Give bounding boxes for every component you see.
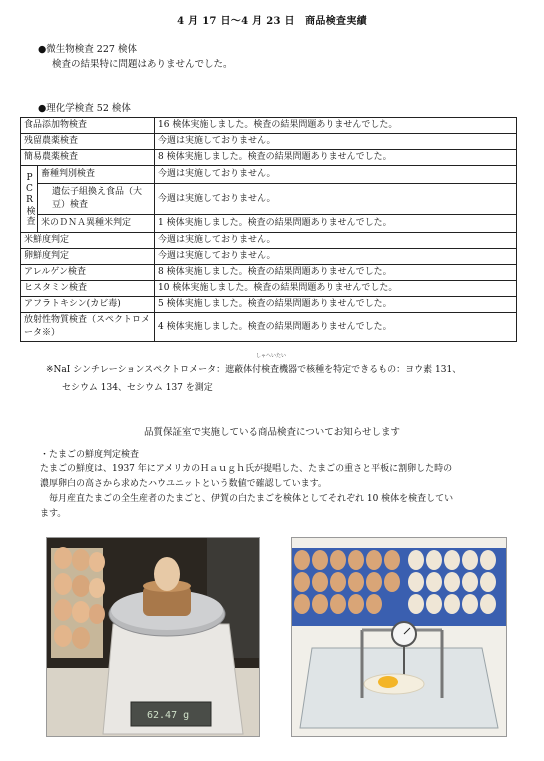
result-cell: 今週は実施しておりません。: [155, 233, 517, 249]
table-row: [21, 313, 517, 342]
result-cell: 今週は実施しておりません。: [155, 166, 517, 184]
egg-tray: [51, 547, 105, 658]
table-row: [21, 118, 517, 134]
paragraph-line: 毎月産直たまごの全生産者のたまごと、伊賀の白たまごを検体としてそれぞれ 10 検体を検査してい: [40, 494, 454, 504]
scale-reading: 62.47 g: [147, 710, 190, 721]
item-cell: 畜種判別検査: [38, 166, 155, 184]
egg-trays: [292, 548, 506, 626]
pcr-group-label: PCR検査: [21, 166, 38, 233]
result-cell: 4 検体実施しました。検査の結果問題ありませんでした。: [155, 313, 517, 342]
table-row: [21, 215, 517, 233]
micro-heading: ●微生物検査 227 検体: [38, 44, 137, 55]
result-cell: 1 検体実施しました。検査の結果問題ありませんでした。: [155, 215, 517, 233]
result-cell: 16 検体実施しました。検査の結果問題ありませんでした。: [155, 118, 517, 134]
results-table: [20, 117, 517, 342]
item-cell: アレルゲン検査: [21, 265, 155, 281]
item-cell: 食品添加物検査: [21, 118, 155, 134]
paragraph-line: たまごの鮮度は、1937 年にアメリカのＨａｕｇｈ氏が提唱した、たまごの重さと平板に割卵した時の: [40, 464, 453, 474]
table-row: [21, 134, 517, 150]
result-cell: 今週は実施しておりません。: [155, 249, 517, 265]
section-subheading: ・たまごの鮮度判定検査: [40, 450, 140, 460]
note-line-1: ※NaI シンチレーションスペクトロメータ：遮蔽体付検査機器で核種を特定できるもの：ヨウ素 131、: [46, 365, 462, 375]
item-cell: 簡易農薬検査: [21, 150, 155, 166]
result-cell: 今週は実施しておりません。: [155, 184, 517, 215]
table-row: [21, 249, 517, 265]
result-cell: 5 検体実施しました。検査の結果問題ありませんでした。: [155, 297, 517, 313]
haugh-gauge-photo: [291, 537, 507, 737]
item-cell: 卵鮮度判定: [21, 249, 155, 265]
item-cell: 遺伝子組換え食品（大豆）検査: [38, 184, 155, 215]
result-cell: 8 検体実施しました。検査の結果問題ありませんでした。: [155, 150, 517, 166]
page-title: 4 月 17 日～4 月 23 日 商品検査実績: [177, 16, 367, 27]
item-cell: 放射性物質検査（スペクトロメータ※）: [21, 313, 155, 342]
section-heading: 品質保証室で実施している商品検査についてお知らせします: [143, 427, 401, 438]
result-cell: 8 検体実施しました。検査の結果問題ありませんでした。: [155, 265, 517, 281]
micro-result: 検査の結果特に問題はありませんでした。: [52, 59, 233, 70]
table-row: [21, 184, 517, 215]
item-cell: 残留農薬検査: [21, 134, 155, 150]
paragraph-line: ます。: [40, 509, 67, 519]
broken-egg: [364, 674, 424, 694]
table-row: [21, 297, 517, 313]
table-row: [21, 233, 517, 249]
ruby-annotation: しゃへいたい: [256, 353, 287, 359]
physchem-heading: ●理化学検査 52 検体: [38, 103, 131, 114]
result-cell: 10 検体実施しました。検査の結果問題ありませんでした。: [155, 281, 517, 297]
paragraph-line: 濃厚卵白の高さから求めたハウユニットという数値で確認しています。: [40, 479, 327, 489]
item-cell: 米のＤＮＡ異種米判定: [38, 215, 155, 233]
table-row: [21, 166, 517, 184]
item-cell: アフラトキシン(カビ毒): [21, 297, 155, 313]
table-row: [21, 150, 517, 166]
egg-scale-illustration: [47, 538, 259, 736]
table-row: [21, 265, 517, 281]
egg-scale-photo: [46, 537, 260, 737]
note-line-2: セシウム 134、セシウム 137 を測定: [62, 383, 213, 393]
item-cell: 米鮮度判定: [21, 233, 155, 249]
haugh-gauge-illustration: [292, 538, 506, 736]
table-row: [21, 281, 517, 297]
item-cell: ヒスタミン検査: [21, 281, 155, 297]
result-cell: 今週は実施しておりません。: [155, 134, 517, 150]
